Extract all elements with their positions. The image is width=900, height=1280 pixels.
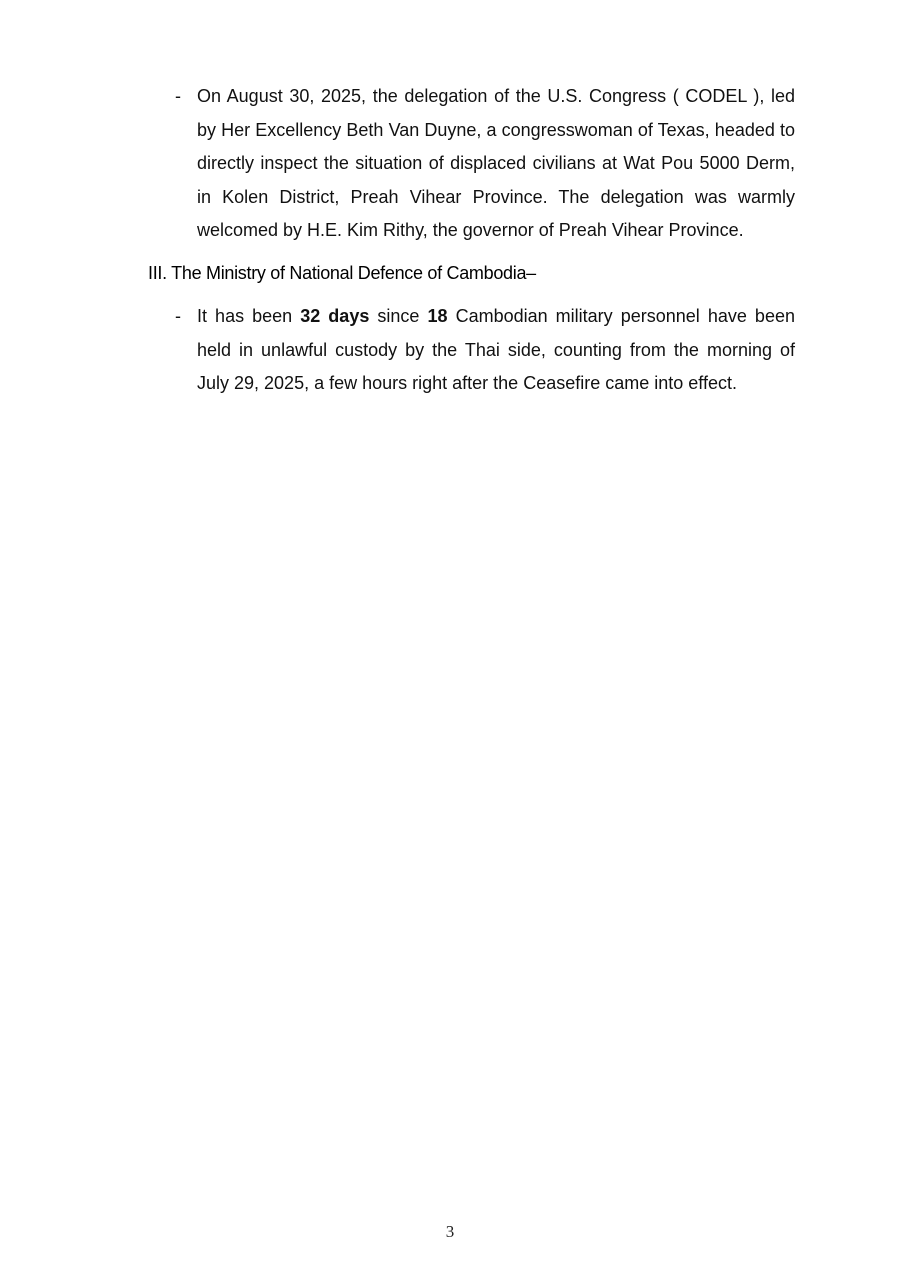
text-run: since [369, 306, 428, 326]
bullet-text: On August 30, 2025, the delegation of the U.S. Congress ( CODEL ), led by Her Excellency Beth Van Duyne, a congresswoman of Texas, headed to directly inspect the situation of displaced civilians at Wat Pou 5000 Derm, in Kolen District, Preah Vihear Province. The delegation was warmly welcomed by H.E. Kim Rithy, the governor of Preah Vihear Province. [197, 86, 795, 240]
text-run: Cambodian military personnel have been held in unlawful custody by the Thai side, counting from the morning of July 29, 2025, a few hours right after the Ceasefire came into effect. [197, 306, 795, 393]
bullet-marker: - [175, 86, 181, 106]
days-count: 32 days [300, 306, 370, 326]
bullet-marker: - [175, 306, 181, 326]
page-number: 3 [445, 1222, 455, 1241]
text-run: It has been [197, 306, 301, 326]
section-heading: III. The Ministry of National Defence of Cambodia– [148, 263, 536, 283]
personnel-count: 18 [427, 306, 448, 326]
bullet-text [197, 300, 795, 401]
